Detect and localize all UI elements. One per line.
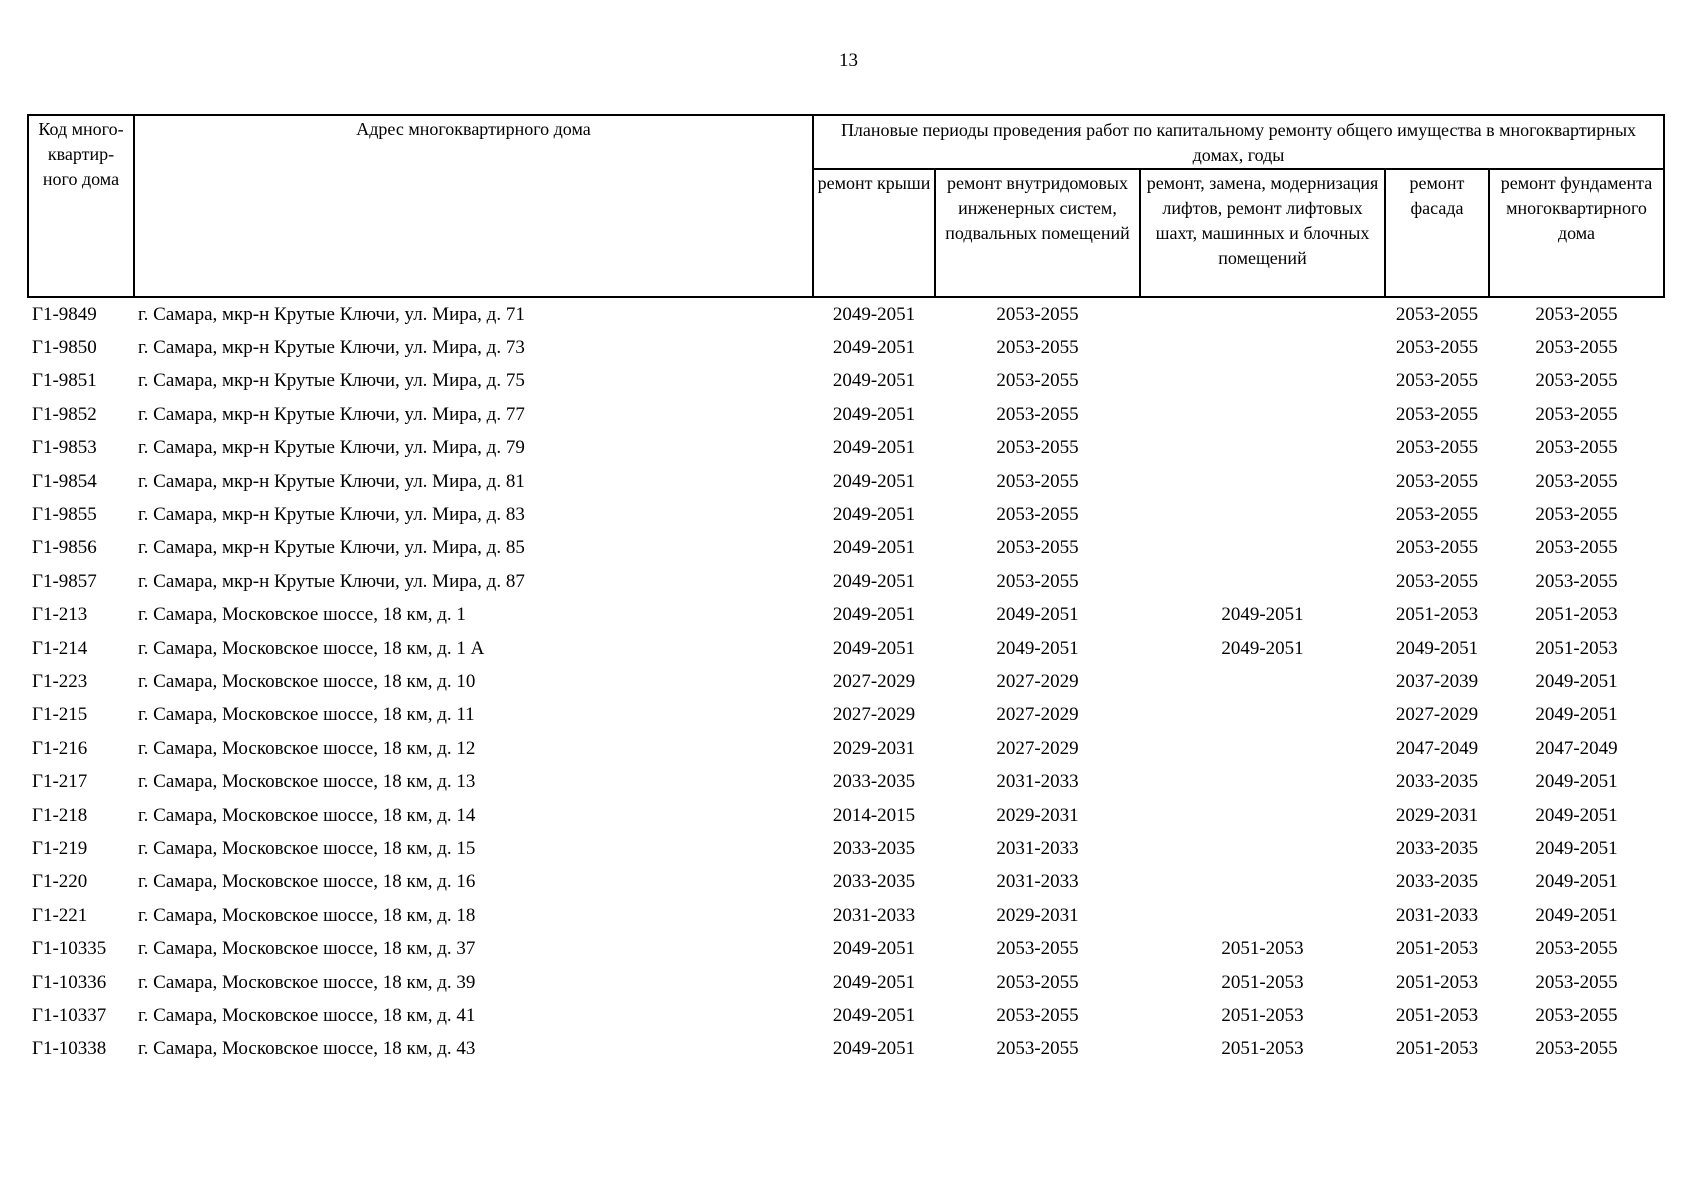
house-address: г. Самара, Московское шоссе, 18 км, д. 12 — [138, 737, 476, 759]
roof-repair-period: 2029-2031 — [832, 737, 916, 759]
lift-repair-period — [1140, 732, 1385, 765]
table-row — [28, 832, 1664, 865]
roof-repair-period: 2049-2051 — [832, 337, 916, 359]
house-address: г. Самара, мкр-н Крутые Ключи, ул. Мира, д. 79 — [138, 437, 525, 459]
table-row — [28, 297, 1664, 331]
foundation-repair-period: 2049-2051 — [1535, 704, 1618, 726]
table-row — [28, 966, 1664, 999]
roof-repair-period: 2049-2051 — [832, 971, 916, 993]
engineering-repair-period: 2053-2055 — [996, 570, 1079, 592]
foundation-repair-period: 2047-2049 — [1535, 737, 1618, 759]
roof-repair-period: 2027-2029 — [832, 704, 916, 726]
roof-repair-period: 2049-2051 — [832, 470, 916, 492]
lift-repair-period — [1140, 398, 1385, 431]
engineering-repair-period: 2031-2033 — [996, 871, 1079, 893]
header-foundation: ремонт фундамента многоквартирного дома — [1489, 169, 1664, 297]
facade-repair-period: 2053-2055 — [1395, 570, 1479, 592]
table-row — [28, 331, 1664, 364]
lift-repair-period — [1140, 899, 1385, 932]
house-address: г. Самара, мкр-н Крутые Ключи, ул. Мира, д. 75 — [138, 370, 525, 392]
lift-repair-period — [1140, 331, 1385, 364]
house-address: г. Самара, Московское шоссе, 18 км, д. 37 — [138, 938, 476, 960]
facade-repair-period: 2029-2031 — [1395, 804, 1479, 826]
foundation-repair-period: 2053-2055 — [1535, 1038, 1618, 1060]
house-code: Г1-9856 — [32, 537, 97, 559]
table-row — [28, 699, 1664, 732]
lift-repair-period: 2051-2053 — [1221, 1004, 1304, 1026]
engineering-repair-period: 2053-2055 — [996, 1004, 1079, 1026]
foundation-repair-period: 2053-2055 — [1535, 370, 1618, 392]
house-code: Г1-9849 — [32, 303, 97, 325]
house-code: Г1-9857 — [32, 570, 97, 592]
engineering-repair-period: 2053-2055 — [996, 470, 1079, 492]
header-periods: Плановые периоды проведения работ по капитальному ремонту общего имущества в многоквартирных домах, годы — [813, 115, 1664, 169]
facade-repair-period: 2037-2039 — [1395, 670, 1479, 692]
foundation-repair-period: 2053-2055 — [1535, 403, 1618, 425]
table-row — [28, 599, 1664, 632]
lift-repair-period — [1140, 365, 1385, 398]
lift-repair-period: 2051-2053 — [1221, 1038, 1304, 1060]
table-row — [28, 932, 1664, 965]
house-address: г. Самара, Московское шоссе, 18 км, д. 15 — [138, 837, 476, 859]
facade-repair-period: 2031-2033 — [1395, 904, 1479, 926]
house-address: г. Самара, мкр-н Крутые Ключи, ул. Мира, д. 73 — [138, 337, 525, 359]
house-code: Г1-10336 — [32, 971, 107, 993]
foundation-repair-period: 2053-2055 — [1535, 570, 1618, 592]
roof-repair-period: 2049-2051 — [832, 570, 916, 592]
engineering-repair-period: 2049-2051 — [996, 604, 1079, 626]
engineering-repair-period: 2053-2055 — [996, 1038, 1079, 1060]
house-code: Г1-9855 — [32, 504, 97, 526]
foundation-repair-period: 2053-2055 — [1535, 337, 1618, 359]
roof-repair-period: 2049-2051 — [832, 370, 916, 392]
lift-repair-period: 2049-2051 — [1221, 637, 1304, 659]
roof-repair-period: 2049-2051 — [832, 303, 916, 325]
house-code: Г1-220 — [32, 871, 88, 893]
house-address: г. Самара, мкр-н Крутые Ключи, ул. Мира, д. 77 — [138, 403, 525, 425]
facade-repair-period: 2033-2035 — [1395, 837, 1479, 859]
house-code: Г1-216 — [32, 737, 88, 759]
roof-repair-period: 2049-2051 — [832, 1004, 916, 1026]
facade-repair-period: 2053-2055 — [1395, 303, 1479, 325]
foundation-repair-period: 2053-2055 — [1535, 537, 1618, 559]
roof-repair-period: 2033-2035 — [832, 871, 916, 893]
foundation-repair-period: 2049-2051 — [1535, 837, 1618, 859]
house-code: Г1-213 — [32, 604, 88, 626]
engineering-repair-period: 2053-2055 — [996, 437, 1079, 459]
foundation-repair-period: 2053-2055 — [1535, 504, 1618, 526]
engineering-repair-period: 2053-2055 — [996, 303, 1079, 325]
table-row — [28, 365, 1664, 398]
house-address: г. Самара, мкр-н Крутые Ключи, ул. Мира, д. 85 — [138, 537, 525, 559]
header-engineering: ремонт внутридомовых инженерных систем, подвальных помещений — [935, 169, 1140, 297]
lift-repair-period — [1140, 565, 1385, 598]
table-row — [28, 999, 1664, 1032]
header-code: Код много-квартир-ного дома — [28, 115, 134, 297]
lift-repair-period: 2051-2053 — [1221, 938, 1304, 960]
table-row — [28, 532, 1664, 565]
table-row — [28, 432, 1664, 465]
table-row — [28, 866, 1664, 899]
house-address: г. Самара, Московское шоссе, 18 км, д. 39 — [138, 971, 476, 993]
table-row — [28, 1033, 1664, 1066]
roof-repair-period: 2014-2015 — [832, 804, 916, 826]
page-number: 13 — [839, 50, 858, 71]
engineering-repair-period: 2029-2031 — [996, 904, 1079, 926]
house-code: Г1-10335 — [32, 938, 107, 960]
lift-repair-period: 2049-2051 — [1221, 604, 1304, 626]
header-roof: ремонт крыши — [813, 169, 935, 297]
house-code: Г1-223 — [32, 670, 88, 692]
engineering-repair-period: 2053-2055 — [996, 938, 1079, 960]
lift-repair-period — [1140, 866, 1385, 899]
house-code: Г1-10337 — [32, 1004, 107, 1026]
header-facade: ремонт фасада — [1385, 169, 1489, 297]
house-address: г. Самара, мкр-н Крутые Ключи, ул. Мира, д. 83 — [138, 504, 525, 526]
lift-repair-period — [1140, 832, 1385, 865]
house-address: г. Самара, Московское шоссе, 18 км, д. 41 — [138, 1004, 476, 1026]
foundation-repair-period: 2053-2055 — [1535, 437, 1618, 459]
facade-repair-period: 2047-2049 — [1395, 737, 1479, 759]
house-address: г. Самара, Московское шоссе, 18 км, д. 43 — [138, 1038, 476, 1060]
house-address: г. Самара, Московское шоссе, 18 км, д. 13 — [138, 771, 476, 793]
engineering-repair-period: 2027-2029 — [996, 670, 1079, 692]
house-code: Г1-214 — [32, 637, 88, 659]
foundation-repair-period: 2053-2055 — [1535, 470, 1618, 492]
roof-repair-period: 2049-2051 — [832, 504, 916, 526]
facade-repair-period: 2051-2053 — [1395, 1038, 1479, 1060]
facade-repair-period: 2051-2053 — [1395, 1004, 1479, 1026]
foundation-repair-period: 2049-2051 — [1535, 871, 1618, 893]
facade-repair-period: 2053-2055 — [1395, 537, 1479, 559]
table-row — [28, 732, 1664, 765]
house-code: Г1-218 — [32, 804, 88, 826]
house-code: Г1-9850 — [32, 337, 97, 359]
foundation-repair-period: 2049-2051 — [1535, 771, 1618, 793]
house-code: Г1-221 — [32, 904, 88, 926]
foundation-repair-period: 2053-2055 — [1535, 303, 1618, 325]
house-code: Г1-9853 — [32, 437, 97, 459]
house-address: г. Самара, Московское шоссе, 18 км, д. 10 — [138, 670, 476, 692]
lift-repair-period: 2051-2053 — [1221, 971, 1304, 993]
roof-repair-period: 2033-2035 — [832, 771, 916, 793]
lift-repair-period — [1140, 799, 1385, 832]
engineering-repair-period: 2053-2055 — [996, 403, 1079, 425]
facade-repair-period: 2033-2035 — [1395, 871, 1479, 893]
engineering-repair-period: 2029-2031 — [996, 804, 1079, 826]
roof-repair-period: 2049-2051 — [832, 1038, 916, 1060]
house-address: г. Самара, Московское шоссе, 18 км, д. 1 А — [138, 637, 485, 659]
facade-repair-period: 2027-2029 — [1395, 704, 1479, 726]
house-code: Г1-215 — [32, 704, 88, 726]
house-address: г. Самара, мкр-н Крутые Ключи, ул. Мира, д. 71 — [138, 303, 525, 325]
house-address: г. Самара, Московское шоссе, 18 км, д. 14 — [138, 804, 476, 826]
facade-repair-period: 2053-2055 — [1395, 504, 1479, 526]
lift-repair-period — [1140, 532, 1385, 565]
facade-repair-period: 2051-2053 — [1395, 938, 1479, 960]
house-address: г. Самара, мкр-н Крутые Ключи, ул. Мира, д. 81 — [138, 470, 525, 492]
engineering-repair-period: 2049-2051 — [996, 637, 1079, 659]
lift-repair-period — [1140, 498, 1385, 531]
lift-repair-period — [1140, 699, 1385, 732]
lift-repair-period — [1140, 665, 1385, 698]
roof-repair-period: 2049-2051 — [832, 604, 916, 626]
lift-repair-period — [1140, 297, 1385, 331]
table-row — [28, 498, 1664, 531]
engineering-repair-period: 2053-2055 — [996, 537, 1079, 559]
foundation-repair-period: 2053-2055 — [1535, 1004, 1618, 1026]
engineering-repair-period: 2031-2033 — [996, 837, 1079, 859]
table-row — [28, 799, 1664, 832]
engineering-repair-period: 2053-2055 — [996, 337, 1079, 359]
engineering-repair-period: 2031-2033 — [996, 771, 1079, 793]
table-body — [28, 297, 1664, 1066]
roof-repair-period: 2049-2051 — [832, 437, 916, 459]
facade-repair-period: 2053-2055 — [1395, 370, 1479, 392]
lift-repair-period — [1140, 432, 1385, 465]
table-row — [28, 565, 1664, 598]
header-address: Адрес многоквартирного дома — [134, 115, 813, 297]
roof-repair-period: 2033-2035 — [832, 837, 916, 859]
facade-repair-period: 2033-2035 — [1395, 771, 1479, 793]
foundation-repair-period: 2049-2051 — [1535, 670, 1618, 692]
roof-repair-period: 2027-2029 — [832, 670, 916, 692]
facade-repair-period: 2051-2053 — [1395, 604, 1479, 626]
lift-repair-period — [1140, 465, 1385, 498]
house-code: Г1-9851 — [32, 370, 97, 392]
engineering-repair-period: 2053-2055 — [996, 971, 1079, 993]
house-code: Г1-9854 — [32, 470, 97, 492]
foundation-repair-period: 2053-2055 — [1535, 938, 1618, 960]
table-row — [28, 632, 1664, 665]
engineering-repair-period: 2053-2055 — [996, 370, 1079, 392]
facade-repair-period: 2051-2053 — [1395, 971, 1479, 993]
foundation-repair-period: 2053-2055 — [1535, 971, 1618, 993]
facade-repair-period: 2053-2055 — [1395, 337, 1479, 359]
roof-repair-period: 2049-2051 — [832, 637, 916, 659]
foundation-repair-period: 2049-2051 — [1535, 804, 1618, 826]
house-address: г. Самара, мкр-н Крутые Ключи, ул. Мира, д. 87 — [138, 570, 525, 592]
table-row — [28, 899, 1664, 932]
facade-repair-period: 2049-2051 — [1395, 637, 1479, 659]
house-address: г. Самара, Московское шоссе, 18 км, д. 18 — [138, 904, 476, 926]
house-code: Г1-9852 — [32, 403, 97, 425]
table-row — [28, 398, 1664, 431]
facade-repair-period: 2053-2055 — [1395, 470, 1479, 492]
house-address: г. Самара, Московское шоссе, 18 км, д. 1 — [138, 604, 466, 626]
facade-repair-period: 2053-2055 — [1395, 403, 1479, 425]
house-code: Г1-217 — [32, 771, 88, 793]
capital-repair-table — [27, 114, 1665, 1066]
engineering-repair-period: 2027-2029 — [996, 704, 1079, 726]
header-lifts: ремонт, замена, модернизация лифтов, ремонт лифтовых шахт, машинных и блочных помещений — [1140, 169, 1385, 297]
lift-repair-period — [1140, 765, 1385, 798]
foundation-repair-period: 2051-2053 — [1535, 637, 1618, 659]
table-row — [28, 465, 1664, 498]
roof-repair-period: 2049-2051 — [832, 537, 916, 559]
engineering-repair-period: 2053-2055 — [996, 504, 1079, 526]
house-address: г. Самара, Московское шоссе, 18 км, д. 16 — [138, 871, 476, 893]
foundation-repair-period: 2051-2053 — [1535, 604, 1618, 626]
roof-repair-period: 2049-2051 — [832, 938, 916, 960]
house-address: г. Самара, Московское шоссе, 18 км, д. 11 — [138, 704, 475, 726]
table-row — [28, 665, 1664, 698]
house-code: Г1-219 — [32, 837, 88, 859]
table-row — [28, 765, 1664, 798]
foundation-repair-period: 2049-2051 — [1535, 904, 1618, 926]
roof-repair-period: 2049-2051 — [832, 403, 916, 425]
roof-repair-period: 2031-2033 — [832, 904, 916, 926]
facade-repair-period: 2053-2055 — [1395, 437, 1479, 459]
house-code: Г1-10338 — [32, 1038, 107, 1060]
engineering-repair-period: 2027-2029 — [996, 737, 1079, 759]
